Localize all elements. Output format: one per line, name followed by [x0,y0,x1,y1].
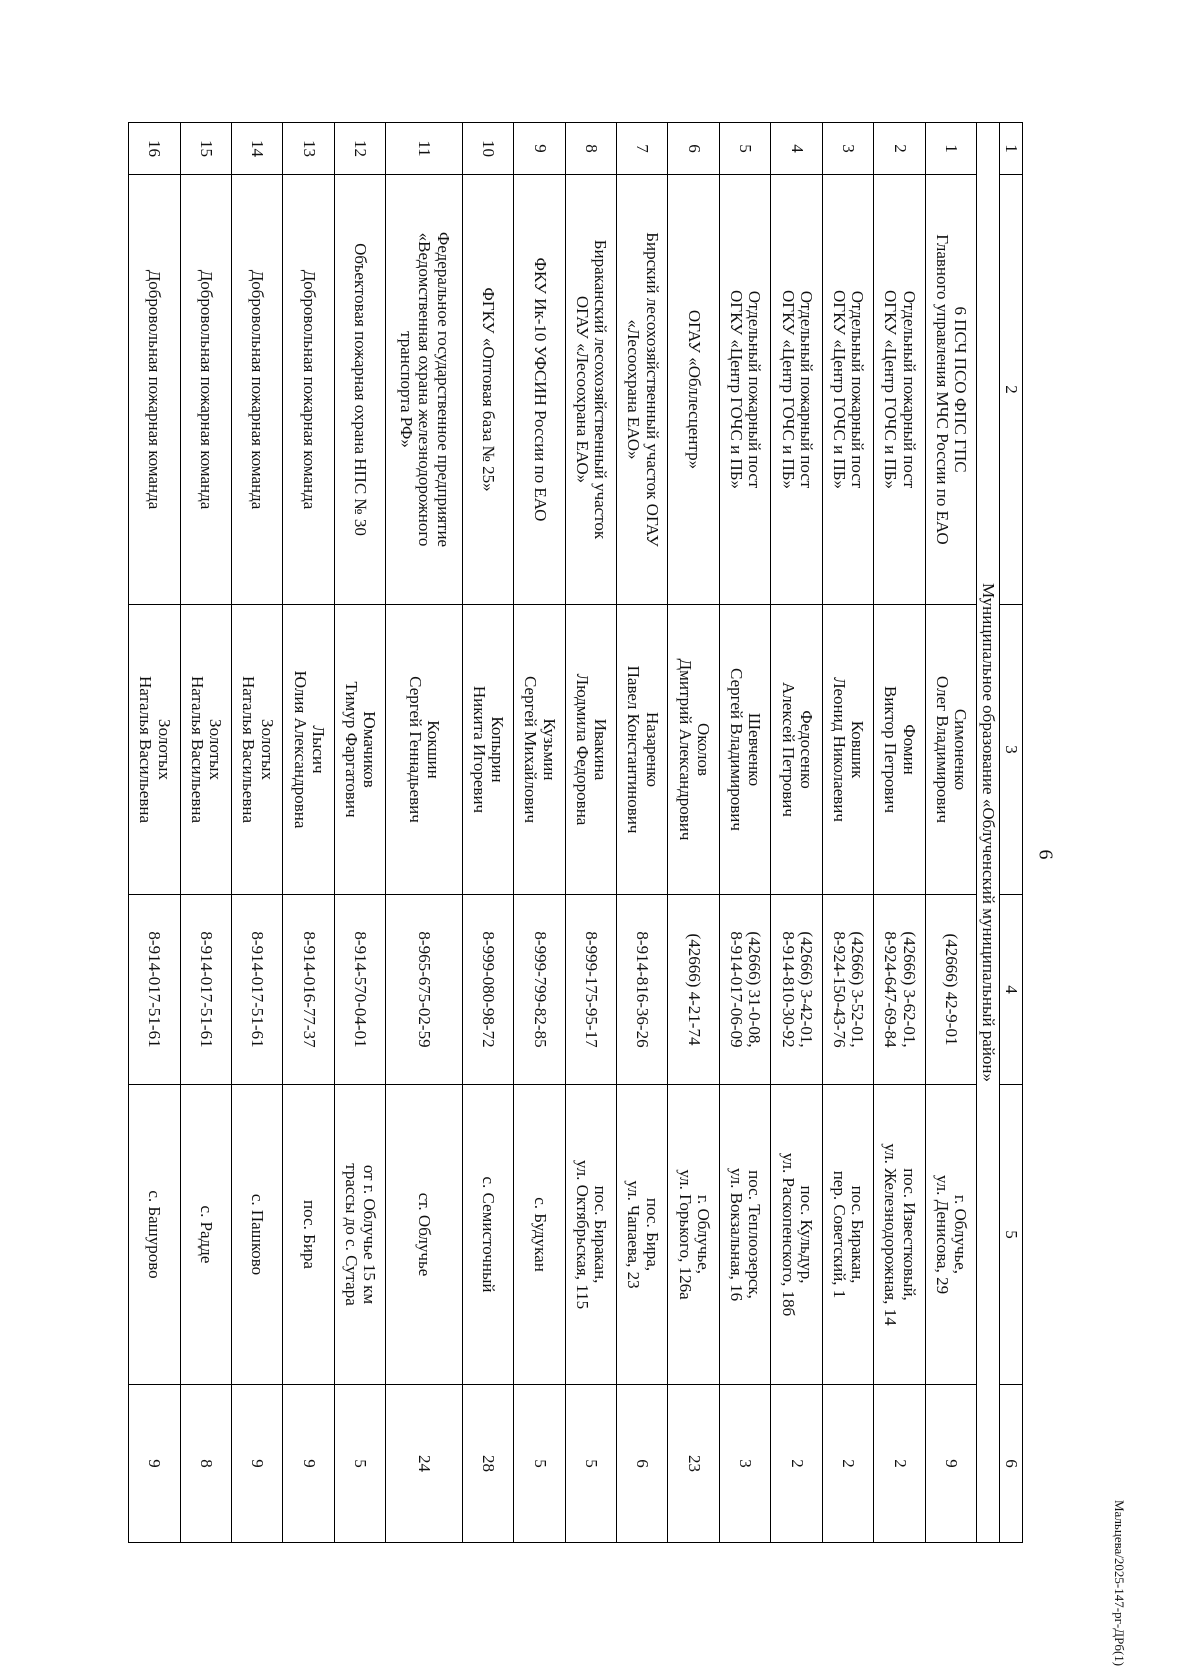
staff-count-cell: 6 [617,1385,668,1543]
organization-name-cell [232,175,283,605]
phone-number-line: 8-914-017-51-61 [197,931,217,1048]
row-number-cell: 7 [617,123,668,175]
address-cell [334,1085,385,1385]
table-row [925,123,976,1543]
contact-person-line: Золотых [206,719,226,780]
address-cell [874,1085,925,1385]
contact-person-line: Алексей Петрович [778,682,798,817]
table-row [719,123,770,1543]
contact-person-cell [822,605,873,895]
phone-number-cell [514,895,565,1085]
phone-number-line: 8-914-810-30-92 [778,931,798,1048]
phone-number-cell [565,895,616,1085]
table-row [874,123,925,1543]
organization-name-cell [874,175,925,605]
header-cell: 3 [1000,605,1023,895]
address-cell [822,1085,873,1385]
staff-count-cell: 9 [283,1385,334,1543]
staff-count-cell: 8 [180,1385,231,1543]
contact-person-line: Павел Константинович [624,665,644,834]
table-row [129,123,181,1543]
contact-person-cell [925,605,976,895]
table-row [771,123,822,1543]
phone-number-cell [771,895,822,1085]
contact-person-line: Околов [694,723,714,776]
row-number-cell: 10 [462,123,513,175]
organization-name-line: ОГАУ «Обллесцентр» [684,309,704,470]
address-line: от г. Облучье 15 км [360,1164,380,1305]
address-line: с. Будукан [530,1197,550,1272]
phone-number-cell [719,895,770,1085]
contact-person-line: Наталья Васильевна [136,676,156,823]
address-line: с. Радде [197,1205,217,1264]
address-line: пос. Бира [299,1200,319,1269]
contact-person-line: Леонид Николаевич [829,677,849,822]
row-number-cell: 9 [514,123,565,175]
address-cell [925,1085,976,1385]
row-number-cell: 15 [180,123,231,175]
address-line: пер. Советский, 1 [829,1170,849,1299]
organization-name-line: 6 ПСЧ ПСО ФПС ГПС [951,306,971,473]
phone-number-line: (42666) 4-21-74 [684,933,704,1046]
table-row [565,123,616,1543]
phone-number-line: (42666) 42-9-01 [941,933,961,1046]
contact-person-line: Симоненко [951,708,971,791]
organization-name-line: Добровольная пожарная команда [197,269,217,510]
contact-person-cell [617,605,668,895]
contact-person-line: Сергей Геннадьевич [406,676,426,823]
address-line: ст. Облучье [415,1192,435,1277]
phone-number-line: 8-914-017-06-09 [727,931,747,1048]
contact-person-line: Федосенко [796,710,816,789]
table-row [668,123,719,1543]
organization-name-line: Главного управления МЧС России по ЕАО [932,234,952,545]
organization-name-line: Бираканский лесохозяйственный участок [591,239,611,540]
contact-person-line: Виктор Петрович [881,685,901,814]
address-cell [514,1085,565,1385]
organization-name-line: ОГАУ «Лесоохрана ЕАО» [572,295,592,484]
staff-count-cell: 24 [386,1385,462,1543]
address-cell [771,1085,822,1385]
row-number-cell: 16 [129,123,181,175]
contact-person-line: Копырин [488,716,508,783]
phone-number-cell [462,895,513,1085]
address-line: пос. Теплоозерск, [745,1170,765,1299]
organization-name-line: Отдельный пожарный пост [899,290,919,489]
contact-person-cell [771,605,822,895]
phone-number-line: (42666) 3-52-01, [848,931,868,1048]
phone-number-line: 8-914-017-51-61 [248,931,268,1048]
row-number-cell: 5 [719,123,770,175]
contact-person-cell [565,605,616,895]
phone-number-line: 8-965-675-02-59 [415,931,435,1048]
phone-number-cell [617,895,668,1085]
phone-number-cell [283,895,334,1085]
organization-name-line: Добровольная пожарная команда [145,269,165,510]
organization-name-line: «Ведомственная охрана железнодорожного [415,232,435,547]
staff-count-cell: 5 [514,1385,565,1543]
contact-person-line: Ивакина [591,718,611,781]
row-number-cell: 8 [565,123,616,175]
organization-name-line: Отдельный пожарный пост [848,290,868,489]
address-line: ул. Горького, 126а [675,1169,695,1300]
table-row [283,123,334,1543]
organization-name-line: Бирский лесохозяйственный участок ОГАУ [642,232,662,547]
address-cell [668,1085,719,1385]
phone-number-line: (42666) 3-62-01, [899,931,919,1048]
address-line: пос. Известковый, [899,1168,919,1301]
organization-name-cell [719,175,770,605]
staff-count-cell: 2 [874,1385,925,1543]
organization-name-line: Добровольная пожарная команда [299,269,319,510]
contact-person-line: Назаренко [642,711,662,788]
table-row [232,123,283,1543]
address-line: ул. Раскопенского, 18б [778,1152,798,1317]
row-number-cell: 1 [925,123,976,175]
contact-person-cell [514,605,565,895]
staff-count-cell: 9 [129,1385,181,1543]
table-row [334,123,385,1543]
address-line: ул. Октябрьская, 115 [572,1159,592,1310]
phone-number-cell [925,895,976,1085]
address-line: пос. Бира, [642,1197,662,1272]
row-number-cell: 13 [283,123,334,175]
staff-count-cell: 2 [771,1385,822,1543]
address-line: г. Облучье, [694,1194,714,1275]
contact-person-line: Шевченко [745,712,765,787]
staff-count-cell: 23 [668,1385,719,1543]
phone-number-line: 8-914-016-77-37 [299,931,319,1048]
staff-count-cell: 5 [334,1385,385,1543]
address-cell [386,1085,462,1385]
row-number-cell: 11 [386,123,462,175]
table-row [462,123,513,1543]
organization-name-cell [565,175,616,605]
address-cell [617,1085,668,1385]
staff-count-cell: 2 [822,1385,873,1543]
organization-name-line: Отдельный пожарный пост [796,290,816,489]
organization-name-cell [822,175,873,605]
row-number-cell: 12 [334,123,385,175]
phone-number-line: 8-924-647-69-84 [881,931,901,1048]
address-line: ул. Денисова, 29 [932,1174,952,1295]
phone-number-line: 8-924-150-43-76 [829,931,849,1048]
row-number-cell: 14 [232,123,283,175]
organization-name-cell [386,175,462,605]
row-number-cell: 4 [771,123,822,175]
contact-person-cell [129,605,181,895]
address-line: пос. Биракан, [591,1185,611,1284]
organization-name-line: ОГКУ «Центр ГОЧС и ПБ» [881,290,901,489]
phone-number-cell [334,895,385,1085]
address-line: с. Семисточный [479,1176,499,1293]
staff-count-cell: 5 [565,1385,616,1543]
organization-name-cell [283,175,334,605]
contact-person-line: Золотых [154,719,174,780]
organization-name-line: Объектовая пожарная охрана НПС № 30 [351,243,371,536]
staff-count-cell: 9 [925,1385,976,1543]
row-number-cell: 3 [822,123,873,175]
header-cell: 1 [1000,123,1023,175]
address-cell [462,1085,513,1385]
contact-person-cell [232,605,283,895]
organization-name-line: Отдельный пожарный пост [745,290,765,489]
contact-person-cell [180,605,231,895]
contact-person-line: Наталья Васильевна [239,676,259,823]
organization-name-cell [617,175,668,605]
phone-number-cell [386,895,462,1085]
contact-person-cell [719,605,770,895]
phone-number-line: 8-999-175-95-17 [582,931,602,1048]
contact-person-line: Олег Владимирович [932,675,952,824]
row-number-cell: 6 [668,123,719,175]
table-row [180,123,231,1543]
table-header-row [1000,123,1023,1543]
contact-person-cell [283,605,334,895]
rotated-table-container [128,122,1023,1542]
organization-name-line: ОГКУ «Центр ГОЧС и ПБ» [727,290,747,489]
phone-number-line: 8-999-080-98-72 [479,931,499,1048]
address-line: ул. Железнодорожная, 14 [881,1143,901,1326]
address-line: ул. Вокзальная, 16 [727,1167,747,1302]
organization-name-cell [129,175,181,605]
staff-count-cell: 28 [462,1385,513,1543]
organization-name-cell [462,175,513,605]
contact-person-cell [462,605,513,895]
header-cell: 6 [1000,1385,1023,1543]
organization-name-cell [514,175,565,605]
organization-name-line: «Лесоохрана ЕАО» [624,319,644,460]
organization-name-line: Федеральное государственное предприятие [433,231,453,548]
phone-number-line: (42666) 31-0-08, [745,931,765,1048]
contact-person-line: Золотых [257,719,277,780]
phone-number-cell [668,895,719,1085]
contact-person-line: Сергей Михайлович [521,675,541,824]
phone-number-cell [180,895,231,1085]
contact-person-line: Юмачиков [360,711,380,788]
address-line: с. Башурово [145,1190,165,1279]
organization-name-line: ОГКУ «Центр ГОЧС и ПБ» [778,290,798,489]
contact-person-cell [668,605,719,895]
contact-person-line: Кокшин [424,720,444,779]
header-cell: 4 [1000,895,1023,1085]
organization-name-line: ФГКУ «Оптовая база № 25» [479,287,499,492]
organization-name-cell [668,175,719,605]
contact-person-line: Фомин [899,724,919,775]
phone-number-line: 8-914-570-04-01 [351,931,371,1048]
organization-name-cell [180,175,231,605]
header-cell: 2 [1000,175,1023,605]
contact-person-line: Дмитрий Александрович [675,658,695,841]
organization-name-line: ОГКУ «Центр ГОЧС и ПБ» [829,290,849,489]
phone-number-cell [129,895,181,1085]
page-number: 6 [1034,849,1057,860]
organization-name-cell [334,175,385,605]
organization-name-line: ФКУ Ик-10 УФСИН России по ЕАО [530,257,550,522]
address-line: пос. Биракан, [848,1185,868,1284]
address-line: трассы до с. Сутара [342,1163,362,1306]
contact-person-line: Наталья Васильевна [187,676,207,823]
address-cell [719,1085,770,1385]
footer-code: Мальцева/2025-147-рг-ДРб(1) [1112,1500,1127,1666]
address-line: г. Облучье, [951,1194,971,1275]
phone-number-line: 8-914-017-51-61 [145,931,165,1048]
table-row [514,123,565,1543]
phone-number-cell [232,895,283,1085]
phone-number-cell [822,895,873,1085]
address-cell [283,1085,334,1385]
contact-person-line: Лысич [309,725,329,774]
header-cell: 5 [1000,1085,1023,1385]
staff-count-cell: 3 [719,1385,770,1543]
section-row [977,123,1000,1543]
address-cell [565,1085,616,1385]
section-title: Муниципальное образование «Облученский муниципальный район» [977,123,1000,1543]
contact-person-line: Людмила Федоровна [572,673,592,826]
contact-person-line: Тимур Фаргатович [342,681,362,818]
phone-number-line: 8-999-799-82-85 [530,931,550,1048]
staff-count-cell: 9 [232,1385,283,1543]
row-number-cell: 2 [874,123,925,175]
address-cell [180,1085,231,1385]
fire-units-table [128,122,1023,1543]
table-row [822,123,873,1543]
phone-number-line: (42666) 3-42-01, [796,931,816,1048]
address-line: ул. Чапаева, 23 [624,1180,644,1289]
contact-person-line: Никита Игоревич [470,685,489,814]
contact-person-line: Юлия Александровна [290,670,310,829]
phone-number-line: 8-914-816-36-26 [633,931,653,1048]
contact-person-cell [874,605,925,895]
contact-person-line: Сергей Владимирович [727,668,747,831]
organization-name-line: транспорта РФ» [396,331,416,448]
phone-number-cell [874,895,925,1085]
contact-person-cell [334,605,385,895]
address-line: пос. Кульдур, [796,1185,816,1284]
table-row [617,123,668,1543]
contact-person-line: Кузьмин [539,718,559,781]
contact-person-cell [386,605,462,895]
organization-name-cell [771,175,822,605]
address-cell [129,1085,181,1385]
organization-name-cell [925,175,976,605]
contact-person-line: Ковшик [848,720,868,779]
address-cell [232,1085,283,1385]
address-line: с. Пашково [248,1193,268,1276]
organization-name-line: Добровольная пожарная команда [248,269,268,510]
table-row [386,123,462,1543]
